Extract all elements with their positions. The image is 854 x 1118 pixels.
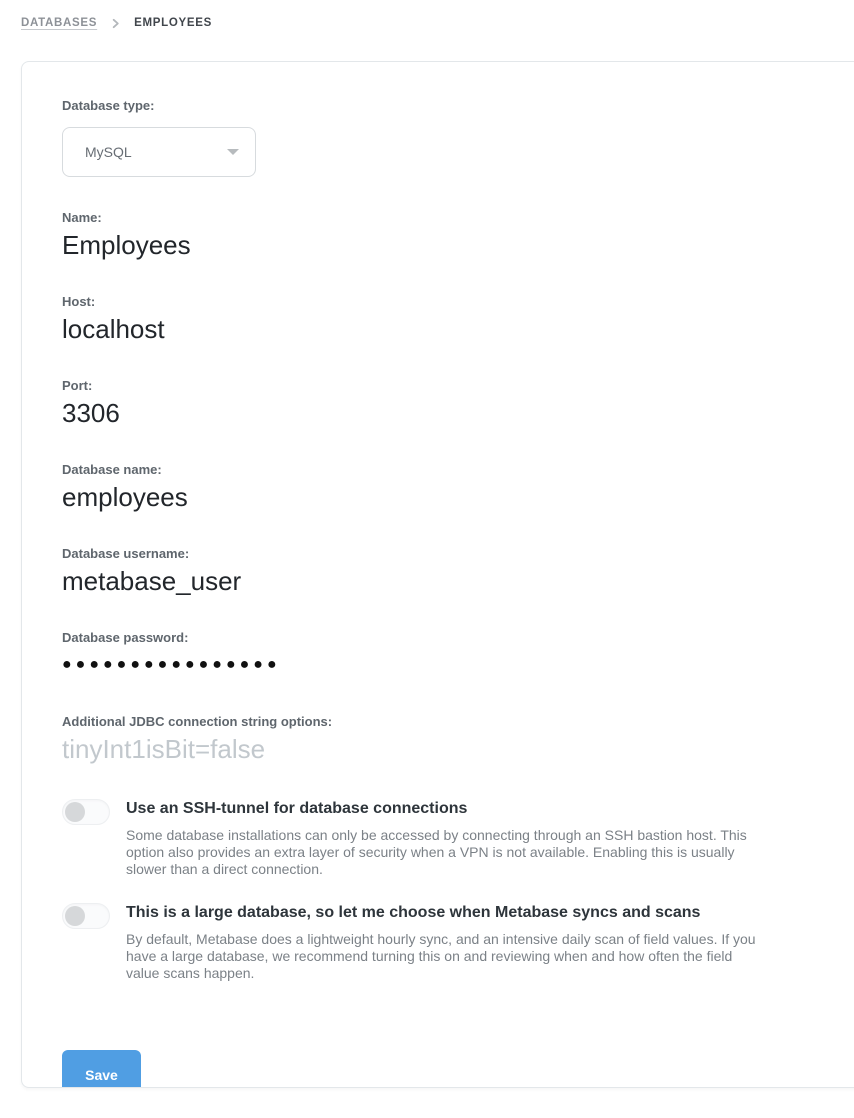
port-label: Port: bbox=[62, 378, 93, 393]
toggle-knob bbox=[65, 906, 85, 926]
breadcrumb-current: EMPLOYEES bbox=[134, 17, 213, 29]
database-type-select[interactable] bbox=[62, 127, 256, 177]
breadcrumb bbox=[0, 0, 854, 29]
database-name-label: Database name: bbox=[62, 462, 162, 477]
large-database-text bbox=[126, 902, 766, 982]
save-button[interactable]: Save bbox=[62, 1050, 141, 1088]
large-database-title: This is a large database, so let me choose when Metabase syncs and scans bbox=[126, 904, 701, 921]
jdbc-options-input[interactable] bbox=[62, 733, 622, 765]
database-name-input[interactable] bbox=[62, 481, 622, 513]
chevron-right-icon bbox=[110, 18, 121, 29]
ssh-tunnel-toggle[interactable] bbox=[62, 799, 110, 825]
port-input[interactable] bbox=[62, 397, 622, 429]
database-password-field-group bbox=[62, 630, 840, 681]
database-type-selected-value: MySQL bbox=[85, 144, 132, 160]
ssh-tunnel-title: Use an SSH-tunnel for database connections bbox=[126, 800, 468, 817]
host-field-group bbox=[62, 294, 840, 345]
large-database-description: By default, Metabase does a lightweight hourly sync, and an intensive daily scan of field values. If you have a large database, we recommend turning this on and reviewing when and how often the field value scans happen. bbox=[126, 931, 756, 981]
ssh-tunnel-text bbox=[126, 798, 766, 878]
database-password-label: Database password: bbox=[62, 630, 189, 645]
ssh-tunnel-section bbox=[62, 798, 840, 878]
large-database-section bbox=[62, 902, 840, 982]
database-form-card bbox=[21, 61, 854, 1088]
host-input[interactable] bbox=[62, 313, 622, 345]
breadcrumb-databases-link[interactable]: DATABASES bbox=[21, 17, 98, 29]
host-label: Host: bbox=[62, 294, 96, 309]
ssh-tunnel-description: Some database installations can only be accessed by connecting through an SSH bastion host. This option also provides an extra layer of security when a VPN is not available. Enabling this is usually slower than a direct connection. bbox=[126, 827, 747, 877]
database-type-label: Database type: bbox=[62, 98, 155, 113]
port-field-group bbox=[62, 378, 840, 429]
database-username-input[interactable] bbox=[62, 565, 622, 597]
name-label: Name: bbox=[62, 210, 102, 225]
chevron-down-icon bbox=[227, 149, 239, 155]
database-password-input[interactable] bbox=[62, 649, 622, 681]
database-name-field-group bbox=[62, 462, 840, 513]
jdbc-options-field-group bbox=[62, 714, 840, 765]
large-database-toggle[interactable] bbox=[62, 903, 110, 929]
database-username-label: Database username: bbox=[62, 546, 190, 561]
database-username-field-group bbox=[62, 546, 840, 597]
jdbc-options-label: Additional JDBC connection string options: bbox=[62, 714, 333, 729]
name-input[interactable] bbox=[62, 229, 622, 261]
toggle-knob bbox=[65, 802, 85, 822]
name-field-group bbox=[62, 210, 840, 261]
database-type-field bbox=[62, 98, 840, 177]
